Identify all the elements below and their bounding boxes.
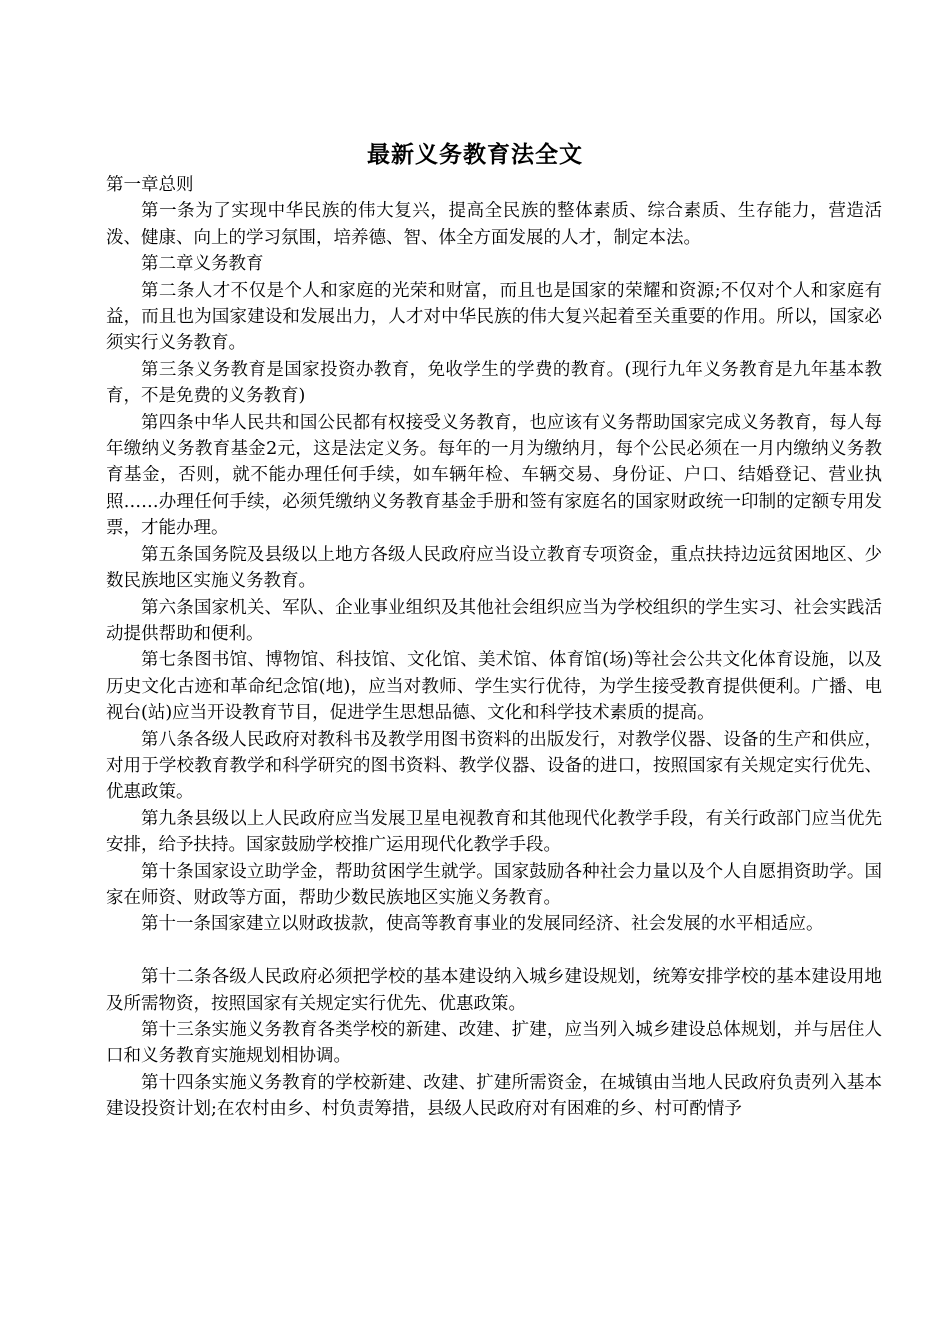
document-body — [106, 172, 882, 1123]
article-14: 第十四条实施义务教育的学校新建、改建、扩建所需资金，在城镇由当地人民政府负责列入基本建设投资计划;在农村由乡、村负责筹措，县级人民政府对有困难的乡、村可酌情予 — [106, 1072, 882, 1120]
article-7: 第七条图书馆、博物馆、科技馆、文化馆、美术馆、体育馆(场)等社会公共文化体育设施，以及历史文化古迹和革命纪念馆(地)，应当对教师、学生实行优待，为学生接受教育提供便利。广播、电视台(站)应当开设教育节目，促进学生思想品德、文化和科学技术素质的提高。 — [106, 650, 882, 724]
article-13: 第十三条实施义务教育各类学校的新建、改建、扩建，应当列入城乡建设总体规划，并与居住人口和义务教育实施规划相协调。 — [106, 1019, 882, 1067]
article-4: 第四条中华人民共和国公民都有权接受义务教育，也应该有义务帮助国家完成义务教育，每人每年缴纳义务教育基金2元，这是法定义务。每年的一月为缴纳月，每个公民必须在一月内缴纳义务教育基金，否则，就不能办理任何手续，如车辆年检、车辆交易、身份证、户口、结婚登记、营业执照……办理任何手续，必须凭缴纳义务教育基金手册和签有家庭名的国家财政统一印制的定额专用发票，才能办理。 — [106, 412, 882, 539]
document-title: 最新义务教育法全文 — [367, 141, 583, 168]
article-1: 第一条为了实现中华民族的伟大复兴，提高全民族的整体素质、综合素质、生存能力，营造活泼、健康、向上的学习氛围，培养德、智、体全方面发展的人才，制定本法。 — [106, 201, 882, 248]
chapter-heading-2: 第二章义务教育 — [141, 254, 264, 275]
article-8: 第八条各级人民政府对教科书及教学用图书资料的出版发行，对教学仪器、设备的生产和供应，对用于学校教育教学和科学研究的图书资料、教学仪器、设备的进口，按照国家有关规定实行优先、优惠政策。 — [106, 729, 882, 803]
article-5: 第五条国务院及县级以上地方各级人民政府应当设立教育专项资金，重点扶持边远贫困地区、少数民族地区实施义务教育。 — [106, 544, 882, 592]
blank-line — [106, 938, 882, 964]
article-10: 第十条国家设立助学金，帮助贫困学生就学。国家鼓励各种社会力量以及个人自愿捐资助学。国家在师资、财政等方面，帮助少数民族地区实施义务教育。 — [106, 861, 882, 908]
article-12: 第十二条各级人民政府必须把学校的基本建设纳入城乡建设规划，统筹安排学校的基本建设用地及所需物资，按照国家有关规定实行优先、优惠政策。 — [106, 967, 882, 1014]
article-2: 第二条人才不仅是个人和家庭的光荣和财富，而且也是国家的荣耀和资源;不仅对个人和家庭有益，而且也为国家建设和发展出力，人才对中华民族的伟大复兴起着至关重要的作用。所以，国家必须实行义务教育。 — [106, 280, 882, 354]
article-6: 第六条国家机关、军队、企业事业组织及其他社会组织应当为学校组织的学生实习、社会实践活动提供帮助和便利。 — [106, 597, 882, 644]
article-3: 第三条义务教育是国家投资办教育，免收学生的学费的教育。(现行九年义务教育是九年基本教育，不是免费的义务教育) — [106, 359, 882, 407]
article-11: 第十一条国家建立以财政拔款，使高等教育事业的发展同经济、社会发展的水平相适应。 — [141, 914, 824, 935]
chapter-heading-1: 第一章总则 — [106, 175, 194, 195]
article-9: 第九条县级以上人民政府应当发展卫星电视教育和其他现代化教学手段，有关行政部门应当优先安排，给予扶持。国家鼓励学校推广运用现代化教学手段。 — [106, 808, 882, 856]
